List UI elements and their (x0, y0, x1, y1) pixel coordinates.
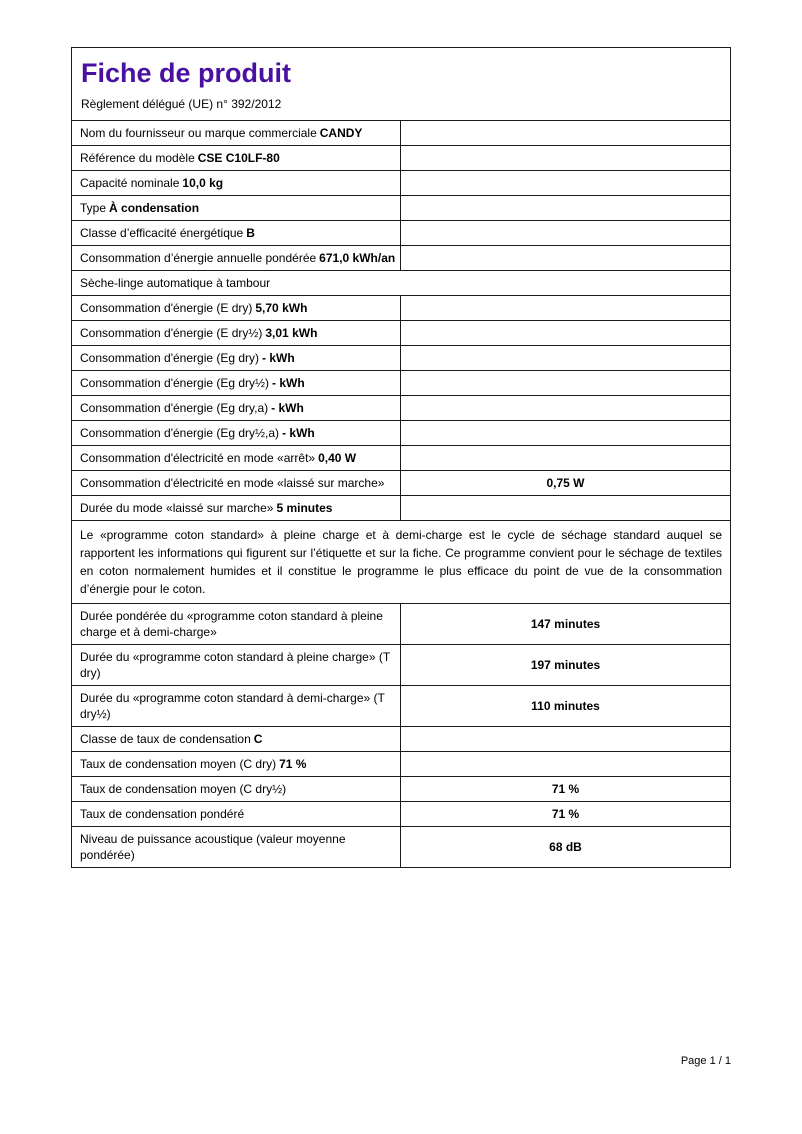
row-label (72, 752, 400, 776)
row-label-text: Consommation d'électricité en mode «arrêt» (80, 451, 316, 466)
product-sheet (71, 47, 731, 868)
row-label (72, 296, 400, 320)
row-label-text: Consommation d'énergie (Eg dry½,a) (80, 426, 280, 441)
table-row (72, 495, 730, 520)
table-row (72, 776, 730, 801)
row-label (72, 777, 400, 801)
row-label (72, 221, 400, 245)
row-label-bold-value: - kWh (272, 376, 305, 391)
table-row (72, 270, 730, 295)
row-label (72, 827, 400, 867)
row-label-text: Type (80, 201, 107, 216)
row-label-text: Capacité nominale (80, 176, 180, 191)
row-label-bold-value: - kWh (262, 351, 295, 366)
row-label-text: Taux de condensation pondéré (80, 807, 245, 822)
row-label (72, 604, 400, 644)
row-label (72, 246, 400, 270)
table-row (72, 120, 730, 145)
row-value (400, 496, 730, 520)
table-row (72, 320, 730, 345)
row-value (400, 346, 730, 370)
row-label-text: Durée du «programme coton standard à demi-charge» (T dry½) (80, 691, 385, 722)
row-label (72, 496, 400, 520)
row-label (72, 727, 400, 751)
row-label-text: Consommation d'énergie (Eg dry½) (80, 376, 270, 391)
row-label-bold-value: 71 % (279, 757, 307, 772)
row-label (72, 421, 400, 445)
row-label-bold-value: À condensation (109, 201, 200, 216)
row-label-text: Taux de condensation moyen (C dry½) (80, 782, 287, 797)
row-label-text: Consommation d'énergie (Eg dry) (80, 351, 260, 366)
table-row (72, 170, 730, 195)
table-row (72, 726, 730, 751)
table-row (72, 685, 730, 726)
table-row (72, 445, 730, 470)
table-row (72, 345, 730, 370)
table-row (72, 644, 730, 685)
table-row (72, 801, 730, 826)
row-value (400, 421, 730, 445)
row-value (400, 446, 730, 470)
row-label-text: Consommation d'électricité en mode «laissé sur marche» (80, 476, 385, 491)
row-label-text: Consommation d'énergie (E dry) (80, 301, 253, 316)
row-label-text: Consommation d’énergie annuelle pondérée (80, 251, 317, 266)
row-label-text: Classe d’efficacité énergétique (80, 226, 244, 241)
row-label-bold-value: 10,0 kg (182, 176, 224, 191)
row-value: 197 minutes (400, 645, 730, 685)
row-label-bold-value: 5,70 kWh (255, 301, 308, 316)
row-label-text: Durée du mode «laissé sur marche» (80, 501, 274, 516)
row-label (72, 802, 400, 826)
row-label-bold-value: 5 minutes (276, 501, 333, 516)
row-label-text: Classe de taux de condensation (80, 732, 251, 747)
row-label-bold-value: B (246, 226, 255, 241)
table-row (72, 145, 730, 170)
row-value: 110 minutes (400, 686, 730, 726)
row-value: 0,75 W (400, 471, 730, 495)
row-value (400, 121, 730, 145)
row-value (400, 396, 730, 420)
row-value (400, 727, 730, 751)
row-value (400, 752, 730, 776)
row-label-bold-value: CSE C10LF-80 (197, 151, 280, 166)
table-row (72, 220, 730, 245)
row-label (72, 471, 400, 495)
page-number: Page 1 / 1 (680, 1055, 731, 1067)
row-label-text: Nom du fournisseur ou marque commerciale (80, 126, 317, 141)
row-value: 71 % (400, 777, 730, 801)
row-value (400, 321, 730, 345)
row-label-bold-value: CANDY (319, 126, 363, 141)
row-label (72, 346, 400, 370)
row-value (400, 246, 730, 270)
note-paragraph: Le «programme coton standard» à pleine charge et à demi-charge est le cycle de séchage standard auquel se rapportent les informations qui figurent sur l’étiquette et sur la fiche. Ce programme convient pour le séchage de textiles en coton normalement humides et il constitue le programme le plus efficace du point de vue de la consommation d’énergie pour le coton. (80, 528, 722, 597)
regulation-reference: Règlement délégué (UE) n° 392/2012 (81, 97, 282, 112)
row-value (400, 196, 730, 220)
row-label (72, 371, 400, 395)
row-label (72, 396, 400, 420)
page-title: Fiche de produit (81, 58, 292, 88)
row-label-bold-value: - kWh (271, 401, 304, 416)
row-label (72, 171, 400, 195)
row-value: 71 % (400, 802, 730, 826)
row-label-bold-value: - kWh (282, 426, 315, 441)
row-value (400, 146, 730, 170)
row-label (72, 446, 400, 470)
sheet-header (72, 48, 730, 120)
row-label-bold-value: 671,0 kWh/an (319, 251, 396, 266)
table-row (72, 603, 730, 644)
table-row (72, 195, 730, 220)
table-row (72, 470, 730, 495)
row-value (400, 296, 730, 320)
row-label-text: Durée du «programme coton standard à pleine charge» (T dry) (80, 650, 390, 681)
row-label-bold-value: 0,40 W (318, 451, 357, 466)
product-table (72, 120, 730, 867)
row-label (72, 321, 400, 345)
row-label-text: Consommation d'énergie (E dry½) (80, 326, 263, 341)
table-row-note (72, 520, 730, 603)
row-label (72, 146, 400, 170)
row-label (72, 196, 400, 220)
row-value (400, 171, 730, 195)
row-label-text: Niveau de puissance acoustique (valeur moyenne pondérée) (80, 832, 346, 863)
row-label-text: Taux de condensation moyen (C dry) (80, 757, 277, 772)
table-row (72, 751, 730, 776)
row-value (400, 221, 730, 245)
table-row (72, 245, 730, 270)
row-label-text: Référence du modèle (80, 151, 195, 166)
row-label-text: Durée pondérée du «programme coton standard à pleine charge et à demi-charge» (80, 609, 383, 640)
row-label (72, 121, 400, 145)
row-full-text: Sèche-linge automatique à tambour (80, 276, 271, 291)
row-label-bold-value: C (253, 732, 263, 747)
row-label (72, 686, 400, 726)
table-row (72, 395, 730, 420)
row-label (72, 645, 400, 685)
table-row (72, 420, 730, 445)
row-label-bold-value: 3,01 kWh (265, 326, 318, 341)
table-row (72, 826, 730, 867)
row-value: 68 dB (400, 827, 730, 867)
row-value: 147 minutes (400, 604, 730, 644)
table-row (72, 295, 730, 320)
row-value (400, 371, 730, 395)
table-row (72, 370, 730, 395)
row-label-text: Consommation d'énergie (Eg dry,a) (80, 401, 269, 416)
